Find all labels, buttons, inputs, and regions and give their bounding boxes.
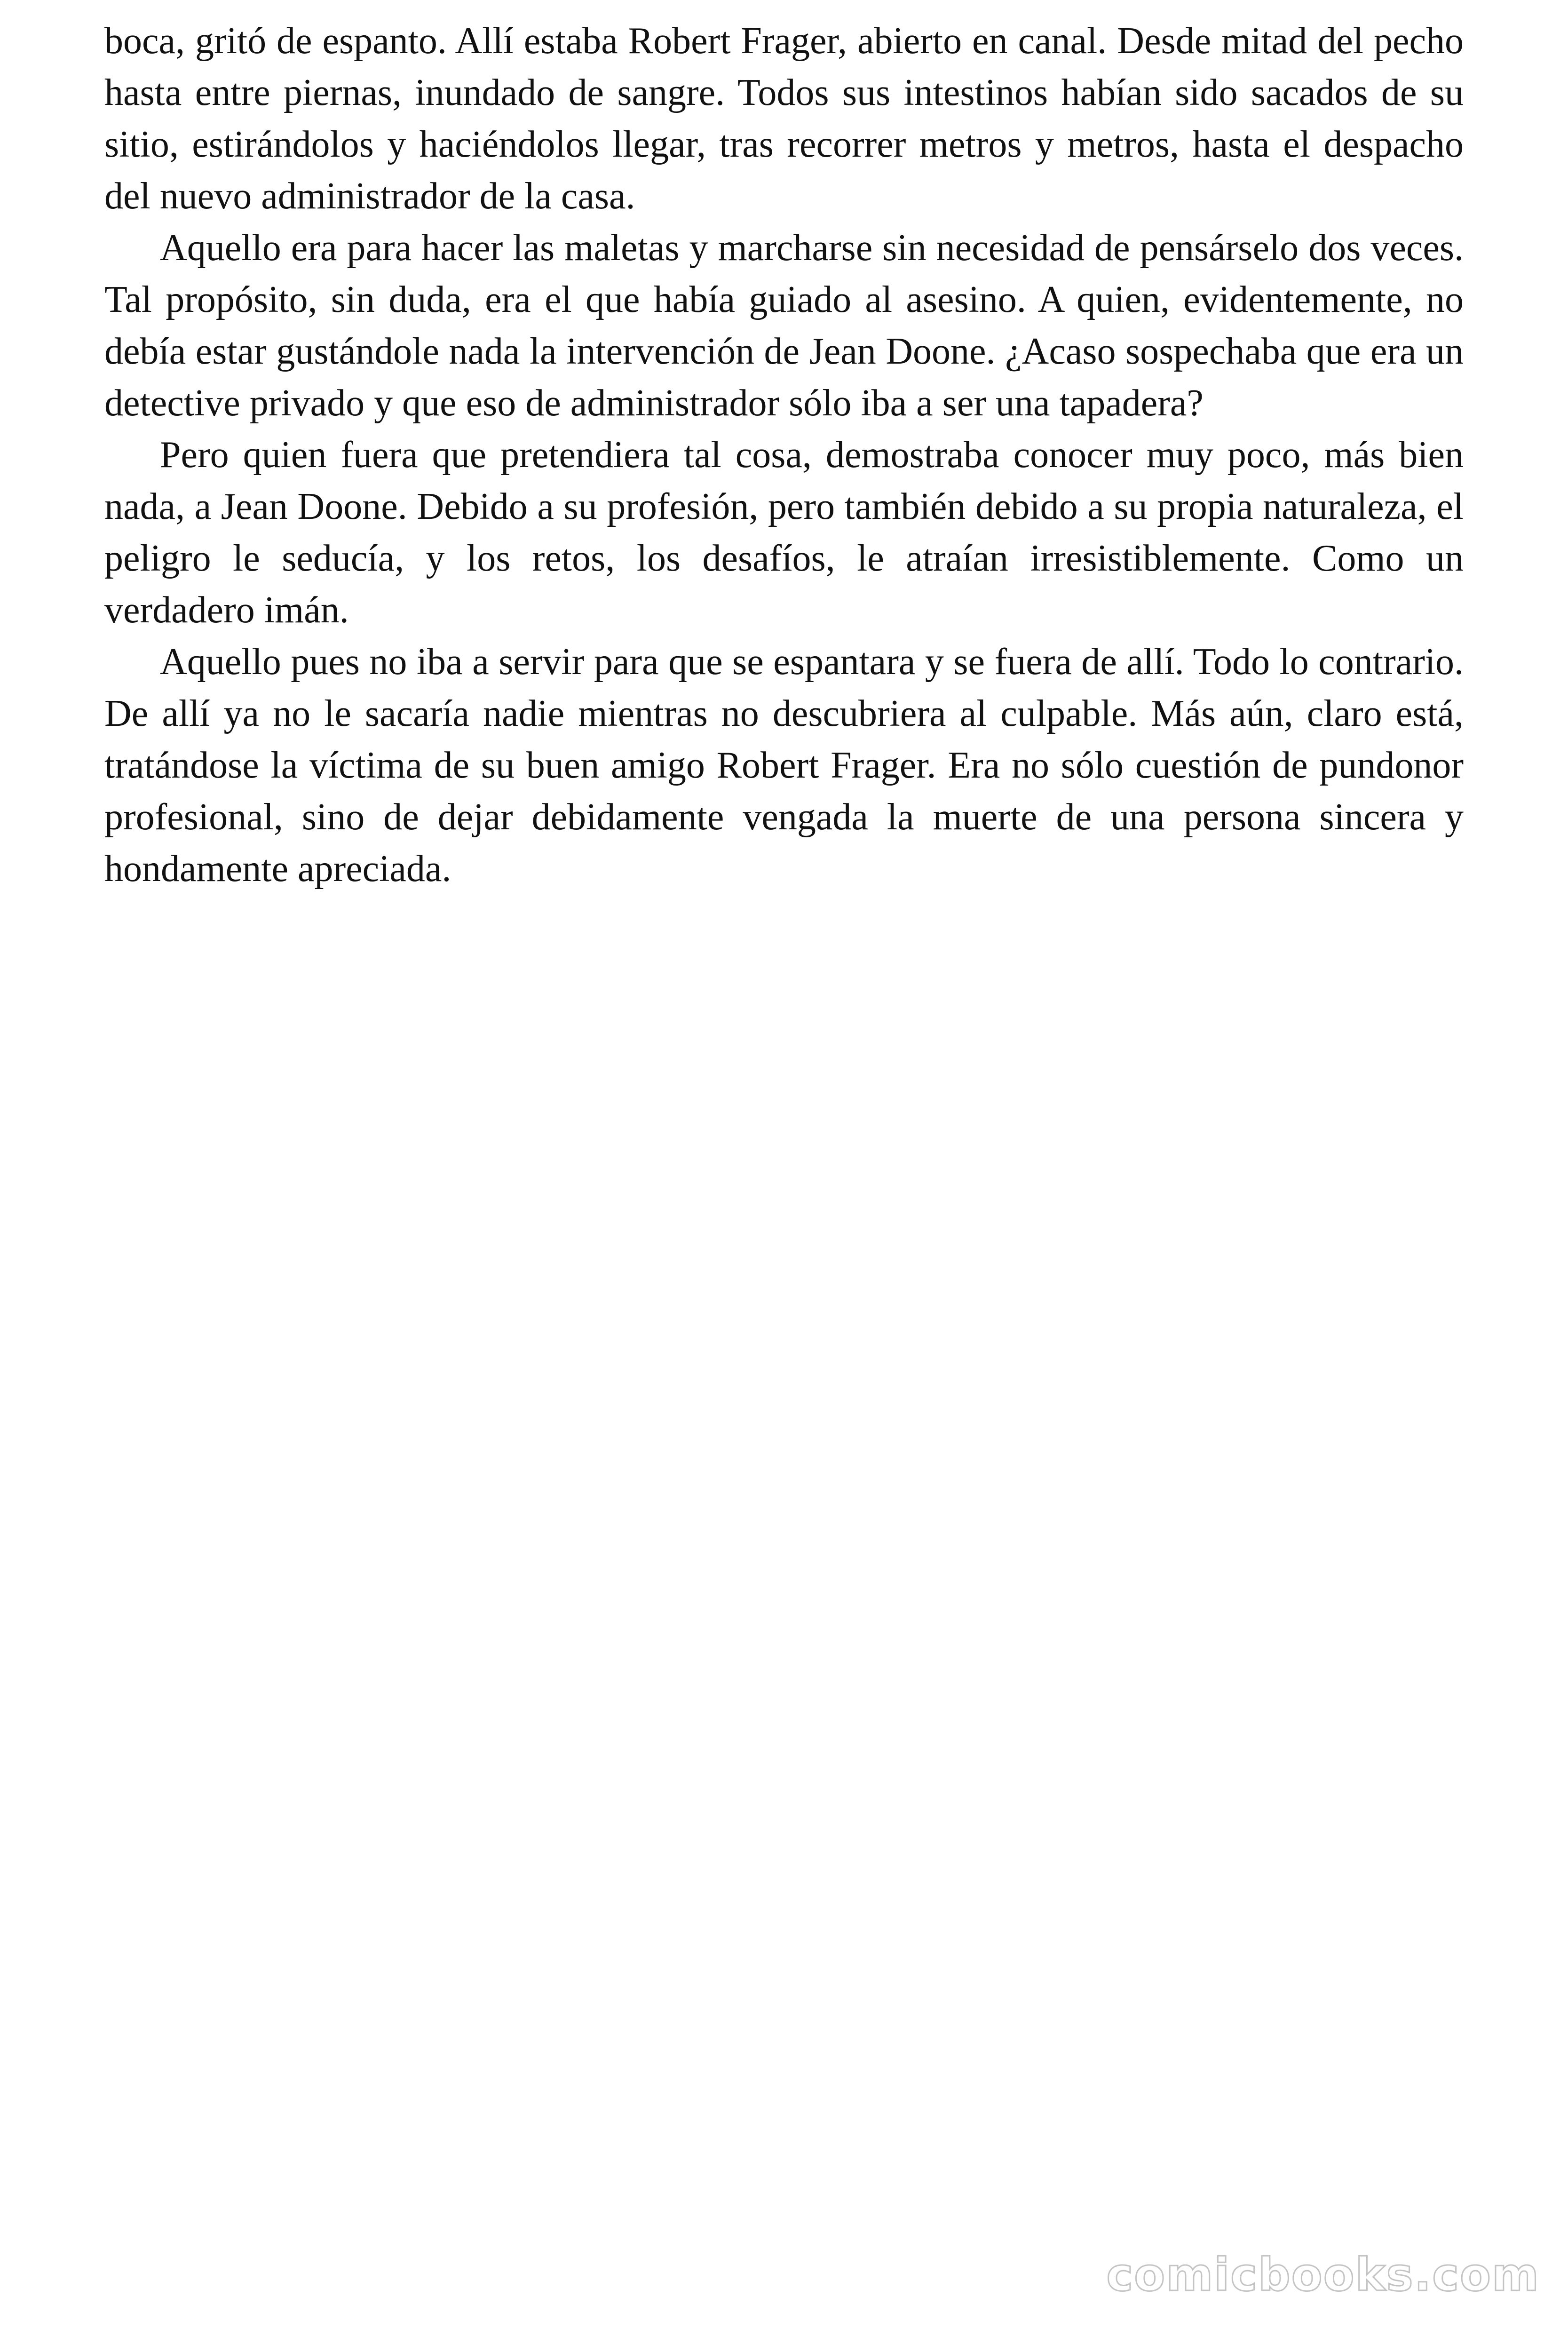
paragraph: Pero quien fuera que pretendiera tal cosa, demostraba conocer muy poco, más bien nada, a Jean Doone. Debido a su profesión, pero también debido a su propia naturaleza, el peligro le seducía, y los retos, los desafíos, le atraían irresistiblemente. Como un verdadero imán. <box>104 434 1464 631</box>
paragraph: Aquello pues no iba a servir para que se espantara y se fuera de allí. Todo lo contrario. De allí ya no le sacaría nadie mientras no descubriera al culpable. Más aún, claro está, tratándose la víctima de su buen amigo Robert Frager. Era no sólo cuestión de pundonor profesional, sino de dejar debidamente vengada la muerte de una persona sincera y hondamente apreciada. <box>104 641 1464 890</box>
body-text <box>104 15 1464 895</box>
paragraph-continued: boca, gritó de espanto. Allí estaba Robert Frager, abierto en canal. Desde mitad del pecho hasta entre piernas, inundado de sangre. Todos sus intestinos habían sido sacados de su sitio, estirándolos y haciéndolos llegar, tras recorrer metros y metros, hasta el despacho del nuevo administrador de la casa. <box>104 20 1464 217</box>
watermark-logo: comicbooks.com <box>1106 2249 1540 2301</box>
paragraph: Aquello era para hacer las maletas y marcharse sin necesidad de pensárselo dos veces. Tal propósito, sin duda, era el que había guiado al asesino. A quien, evidentemente, no debía estar gustándole nada la intervención de Jean Doone. ¿Acaso sospechaba que era un detective privado y que eso de administrador sólo iba a ser una tapadera? <box>104 227 1464 424</box>
